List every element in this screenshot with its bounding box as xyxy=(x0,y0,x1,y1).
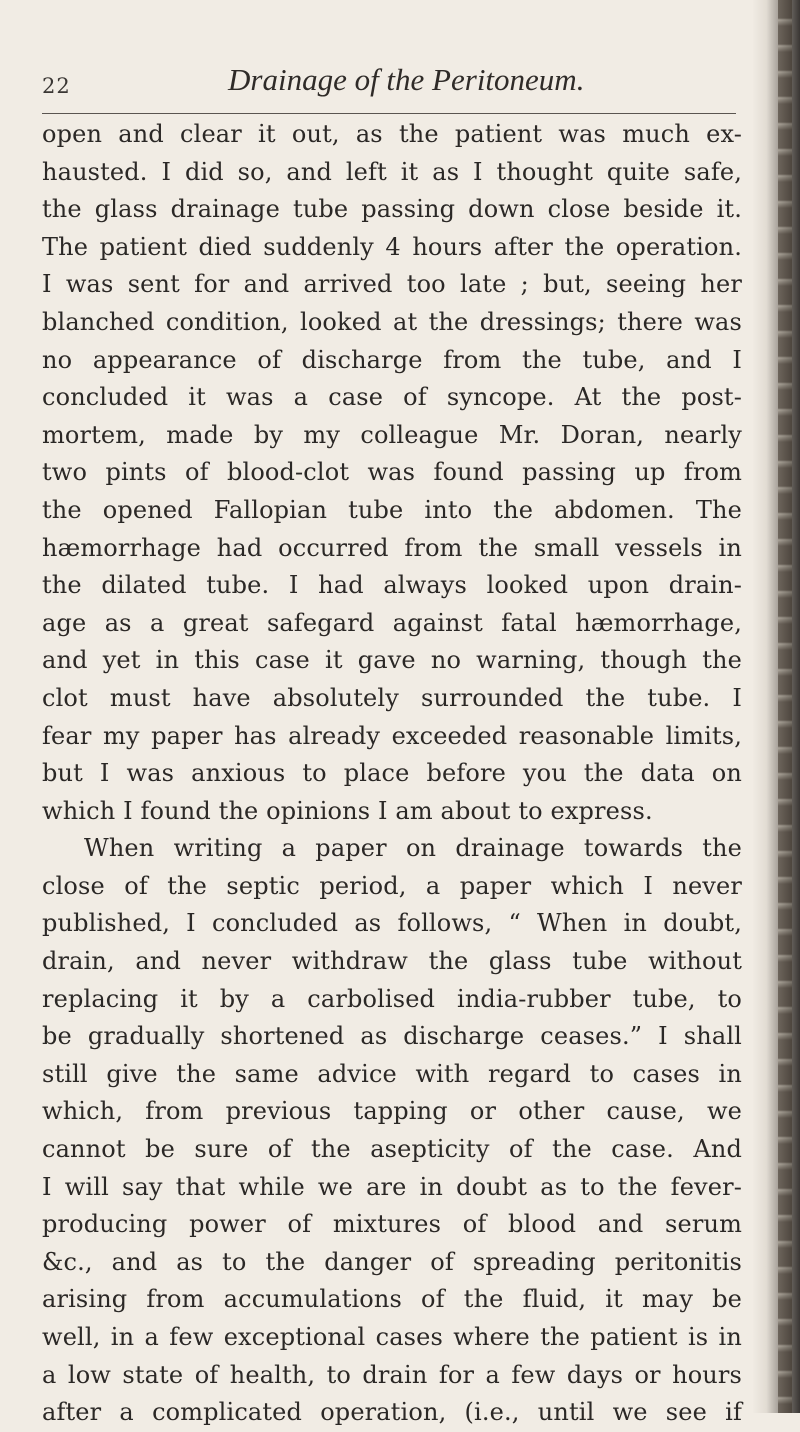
text-line: cannot be sure of the asepticity of the case. And xyxy=(42,1135,742,1164)
header-rule xyxy=(42,113,736,114)
text-line: two pints of blood-clot was found passing up from xyxy=(42,458,742,487)
text-line: the dilated tube. I had always looked upon drain- xyxy=(42,571,742,600)
text-line: hausted. I did so, and left it as I thought quite safe, xyxy=(42,157,742,186)
text-line: published, I concluded as follows, “ When in doubt, xyxy=(42,909,742,938)
text-line: which, from previous tapping or other cause, we xyxy=(42,1097,742,1126)
text-line: arising from accumulations of the fluid, it may be xyxy=(42,1285,742,1314)
text-line: still give the same advice with regard to cases in xyxy=(42,1059,742,1088)
text-line: producing power of mixtures of blood and serum xyxy=(42,1210,742,1239)
text-line: replacing it by a carbolised india-rubber tube, to xyxy=(42,984,742,1013)
text-line: The patient died suddenly 4 hours after the operation. xyxy=(42,232,742,261)
text-line: fear my paper has already exceeded reasonable limits, xyxy=(42,721,742,750)
text-line: blanched condition, looked at the dressings; there was xyxy=(42,307,742,336)
text-line: &c., and as to the danger of spreading peritonitis xyxy=(42,1247,742,1276)
text-line: a low state of health, to drain for a few days or hours xyxy=(42,1360,742,1389)
text-line: drain, and never withdraw the glass tube without xyxy=(42,947,742,976)
text-line: the opened Fallopian tube into the abdomen. The xyxy=(42,495,742,524)
text-line: after a complicated operation, (i.e., until we see if xyxy=(42,1398,742,1427)
paragraph-start-line: When writing a paper on drainage towards the xyxy=(84,834,742,863)
text-line: hæmorrhage had occurred from the small vessels in xyxy=(42,533,742,562)
running-title: Drainage of the Peritoneum. xyxy=(228,62,585,97)
text-line: but I was anxious to place before you the data on xyxy=(42,759,742,788)
text-line: clot must have absolutely surrounded the tube. I xyxy=(42,683,742,712)
text-line: be gradually shortened as discharge ceases.” I shall xyxy=(42,1022,742,1051)
binding-edge xyxy=(778,0,792,1413)
running-head xyxy=(42,62,742,102)
text-line: I was sent for and arrived too late ; but, seeing her xyxy=(42,270,742,299)
text-line: the glass drainage tube passing down close beside it. xyxy=(42,195,742,224)
text-line: close of the septic period, a paper which I never xyxy=(42,871,742,900)
text-line: mortem, made by my colleague Mr. Doran, nearly xyxy=(42,420,742,449)
text-line: well, in a few exceptional cases where the patient is in xyxy=(42,1323,742,1351)
text-line: I will say that while we are in doubt as to the fever- xyxy=(42,1172,742,1201)
text-line: no appearance of discharge from the tube, and I xyxy=(42,345,742,374)
text-line: and yet in this case it gave no warning, though the xyxy=(42,646,742,675)
text-line: concluded it was a case of syncope. At the post- xyxy=(42,383,742,412)
text-line: open and clear it out, as the patient was much ex- xyxy=(42,120,742,148)
text-line: age as a great safegard against fatal hæmorrhage, xyxy=(42,608,742,637)
page-edge-shadow xyxy=(752,0,800,1413)
body-text xyxy=(42,116,742,1432)
text-line: which I found the opinions I am about to express. xyxy=(42,796,653,825)
page-number: 22 xyxy=(42,74,71,98)
